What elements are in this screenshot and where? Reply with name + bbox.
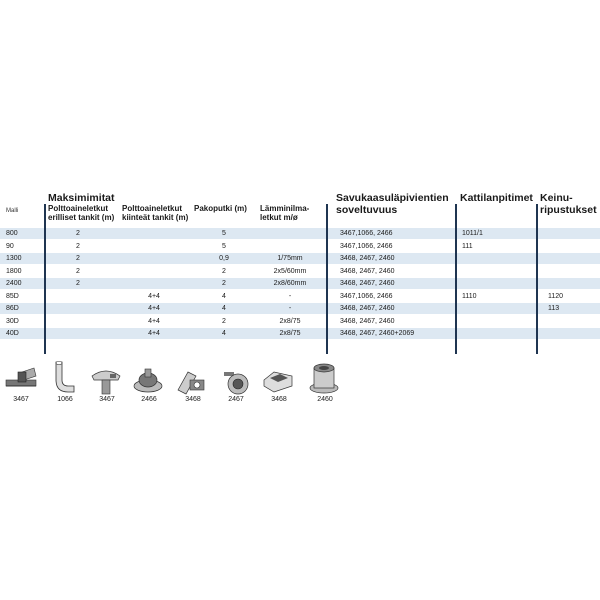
cell-chimney: 3467,1066, 2466	[340, 292, 393, 300]
product-code-label: 3467	[13, 396, 29, 403]
cell-exhaust: 4	[222, 292, 226, 300]
column-divider	[44, 204, 46, 354]
col-chimney-line1: Savukaasuläpivientien	[336, 192, 449, 204]
product-code-label: 2467	[228, 396, 244, 403]
cell-chimney: 3468, 2467, 2460	[340, 317, 395, 325]
cell-sep	[48, 291, 108, 302]
table-row	[0, 241, 600, 252]
cell-rocking	[548, 266, 588, 277]
cell-fixed: 4+4	[148, 292, 160, 300]
box-flue-cap-icon	[260, 366, 296, 396]
col-separate-tanks-line2: erilliset tankit (m)	[48, 213, 115, 222]
cylinder-flue-icon	[306, 360, 342, 396]
cell-sep: 2	[76, 242, 80, 250]
cell-model: 86D	[6, 305, 19, 312]
cell-rocking	[548, 328, 588, 339]
cell-chimney: 3468, 2467, 2460	[340, 305, 395, 312]
cell-model: 800	[6, 230, 18, 237]
cell-rocking	[548, 241, 588, 252]
column-divider	[536, 204, 538, 354]
table-row	[0, 291, 600, 302]
cell-exhaust: 4	[222, 305, 226, 312]
cell-heat: 2x5/60mm	[273, 267, 307, 275]
col-heat-line2: letkut m/ø	[260, 213, 298, 222]
cell-chimney: 3467,1066, 2466	[340, 242, 393, 250]
col-rocking-line1: Keinu-	[540, 192, 573, 204]
cell-model: 85D	[6, 292, 19, 300]
ring-flue-icon	[218, 366, 254, 396]
table-row	[0, 228, 600, 239]
cell-chimney: 3468, 2467, 2460	[340, 255, 395, 262]
rain-cap-icon	[88, 366, 124, 396]
cell-model: 2400	[6, 280, 22, 287]
product-code-label: 3467	[99, 396, 115, 403]
cell-heat: 2x8/75	[279, 317, 301, 325]
cell-exhaust: 0,9	[219, 255, 229, 262]
col-fixed-tanks-header	[122, 204, 188, 222]
cell-fixed	[122, 241, 186, 252]
cell-heat	[256, 241, 324, 252]
col-chimney-line2: soveltuvuus	[336, 204, 398, 216]
cell-fixed	[122, 228, 186, 239]
cell-sep: 2	[76, 230, 80, 237]
table-row	[0, 303, 600, 314]
cell-rocking	[548, 278, 588, 289]
cell-heat	[256, 228, 324, 239]
col-heat-line1: Lämminilma-	[260, 204, 310, 213]
product-code-label: 3468	[185, 396, 201, 403]
cell-sep	[48, 328, 108, 339]
cell-bracket	[462, 316, 522, 327]
cell-fixed	[122, 266, 186, 277]
cell-bracket	[462, 278, 522, 289]
table-row	[0, 278, 600, 289]
table-row	[0, 253, 600, 264]
cell-model: 1300	[6, 255, 22, 262]
cell-rocking: 113	[548, 305, 560, 312]
cell-fixed	[122, 253, 186, 264]
cell-rocking	[548, 253, 588, 264]
col-heat-header	[260, 204, 309, 222]
table-row	[0, 328, 600, 339]
product-code-label: 1066	[57, 396, 73, 403]
col-separate-tanks-header	[48, 204, 114, 222]
cell-model: 30D	[6, 317, 19, 325]
cell-bracket: 1110	[462, 292, 477, 300]
product-code-label: 2460	[317, 396, 333, 403]
cell-rocking: 1120	[548, 292, 564, 300]
cell-heat: 1/75mm	[277, 255, 303, 262]
col-exhaust-header: Pakoputki (m)	[194, 204, 247, 213]
cell-bracket	[462, 266, 522, 277]
column-divider	[455, 204, 457, 354]
cell-exhaust: 2	[222, 280, 226, 287]
cell-rocking	[548, 228, 588, 239]
table-row	[0, 316, 600, 327]
cell-exhaust: 5	[222, 230, 226, 237]
cell-fixed: 4+4	[148, 317, 160, 325]
cell-exhaust: 2	[222, 317, 226, 325]
cell-heat: 2x8/60mm	[273, 280, 307, 287]
cell-rocking	[548, 316, 588, 327]
cell-heat: -	[288, 305, 292, 312]
col-fixed-tanks-line1: Polttoaineletkut	[122, 204, 183, 213]
cell-chimney: 3468, 2467, 2460+2069	[340, 330, 415, 337]
column-divider	[326, 204, 328, 354]
angled-bracket-flue-icon	[174, 366, 210, 396]
cell-exhaust: 5	[222, 242, 226, 250]
angled-flue-cap-icon	[4, 366, 40, 396]
col-rocking-header	[540, 192, 597, 216]
col-brackets-header: Kattilanpitimet	[460, 192, 533, 204]
col-chimney-header	[336, 192, 449, 216]
cell-fixed: 4+4	[148, 330, 160, 337]
round-flue-cap-icon	[130, 366, 166, 396]
cell-model: 90	[6, 242, 14, 250]
cell-fixed	[122, 278, 186, 289]
cell-model: 1800	[6, 267, 22, 275]
cell-chimney: 3468, 2467, 2460	[340, 267, 395, 275]
cell-bracket	[462, 253, 522, 264]
col-rocking-line2: ripustukset	[540, 204, 597, 216]
cell-heat: 2x8/75	[279, 330, 301, 337]
cell-fixed: 4+4	[148, 305, 160, 312]
cell-model: 40D	[6, 330, 19, 337]
cell-bracket: 111	[462, 242, 473, 250]
cell-bracket: 1011/1	[462, 230, 483, 237]
cell-sep	[48, 316, 108, 327]
cell-sep: 2	[76, 255, 80, 262]
cell-bracket	[462, 303, 522, 314]
maksimimitat-heading: Maksimimitat	[48, 192, 115, 204]
col-fixed-tanks-line2: kiinteät tankit (m)	[122, 213, 189, 222]
table-row	[0, 266, 600, 277]
product-code-label: 2466	[141, 396, 157, 403]
malli-label: Malli	[6, 208, 19, 214]
cell-sep: 2	[76, 267, 80, 275]
cell-bracket	[462, 328, 522, 339]
cell-sep	[48, 303, 108, 314]
cell-heat: -	[288, 292, 292, 300]
cell-chimney: 3468, 2467, 2460	[340, 280, 395, 287]
product-code-label: 3468	[271, 396, 287, 403]
cell-exhaust: 2	[222, 267, 226, 275]
cell-chimney: 3467,1066, 2466	[340, 230, 393, 237]
elbow-pipe-icon	[48, 360, 78, 396]
cell-sep: 2	[76, 280, 80, 287]
cell-exhaust: 4	[222, 330, 226, 337]
col-separate-tanks-line1: Polttoaineletkut	[48, 204, 109, 213]
